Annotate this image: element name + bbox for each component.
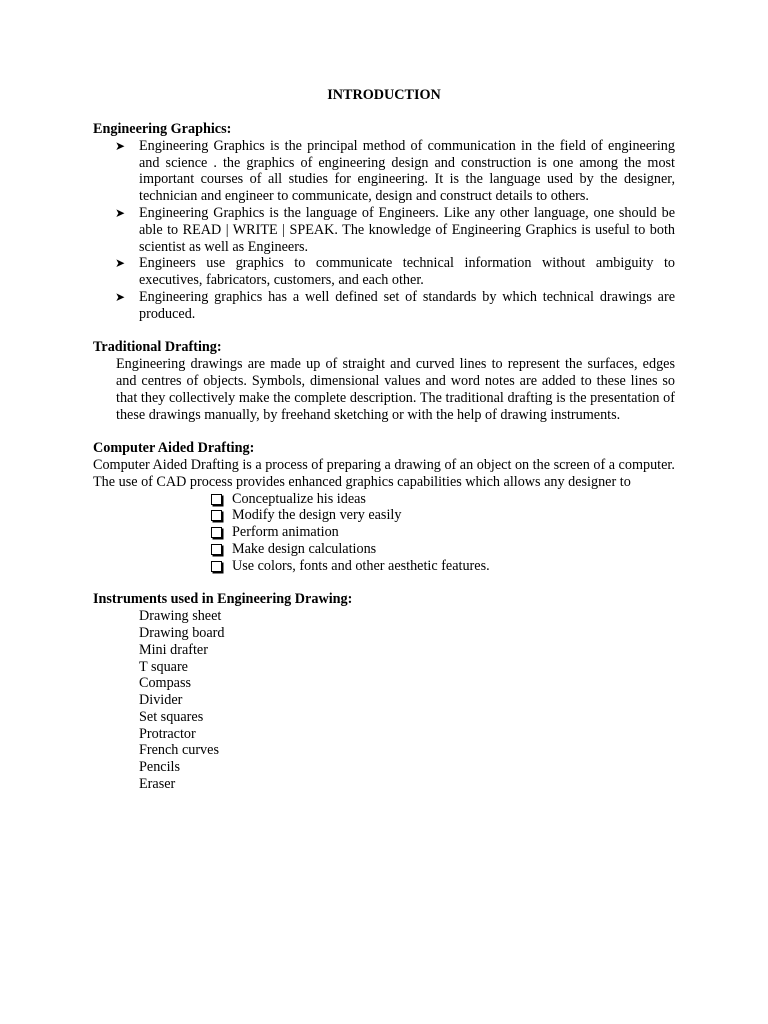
list-item-text: Engineers use graphics to communicate technical information without ambiguity to executives, fabricators, customers, and each other.: [139, 255, 675, 289]
list-item-text: Make design calculations: [232, 540, 377, 557]
list-item: [93, 138, 675, 205]
checkbox-bullet-icon: [211, 561, 222, 572]
checkbox-bullet-icon: [211, 544, 222, 555]
arrow-bullet-icon: ➤: [115, 138, 126, 153]
page-title: INTRODUCTION: [327, 87, 441, 103]
list-item: [93, 255, 675, 289]
cad-capabilities-list: [93, 491, 675, 575]
spacer: [93, 323, 675, 340]
list-item: Drawing sheet: [139, 608, 222, 625]
cad-paragraph-2: The use of CAD process provides enhanced graphics capabilities which allows any designer to: [93, 473, 631, 490]
list-item: Set squares: [139, 708, 204, 725]
list-item-text: Engineering Graphics is the language of Engineers. Like any other language, one should be able to READ | WRITE | SPEAK. The knowledge of Engineering Graphics is useful to both scientist as well as Engineers.: [139, 204, 675, 255]
spacer: [93, 423, 675, 440]
instruments-list: [93, 608, 675, 793]
list-item-text: Engineering graphics has a well defined set of standards by which technical drawings are produced.: [139, 288, 675, 322]
engineering-graphics-list: [93, 138, 675, 323]
list-item: Pencils: [139, 759, 180, 776]
list-item: [93, 205, 675, 255]
list-item: Compass: [139, 675, 192, 692]
list-item: [210, 558, 675, 575]
checkbox-bullet-icon: [211, 510, 222, 521]
spacer: [93, 575, 675, 592]
list-item: [93, 289, 675, 323]
list-item: [210, 541, 675, 558]
cad-paragraph-1: Computer Aided Drafting is a process of preparing a drawing of an object on the screen of a computer.: [93, 456, 675, 473]
checkbox-bullet-icon: [211, 494, 222, 505]
list-item-text: Perform animation: [232, 524, 339, 541]
list-item: [210, 491, 675, 508]
traditional-drafting-heading: Traditional Drafting:: [93, 339, 222, 356]
list-item-text: Conceptualize his ideas: [232, 490, 366, 507]
list-item: Eraser: [139, 776, 176, 793]
arrow-bullet-icon: ➤: [115, 256, 126, 271]
list-item-text: Use colors, fonts and other aesthetic features.: [232, 557, 490, 574]
list-item: Mini drafter: [139, 641, 208, 658]
arrow-bullet-icon: ➤: [115, 289, 126, 304]
traditional-drafting-text: Engineering drawings are made up of straight and curved lines to represent the surfaces, edges and centres of objects. Symbols, dimensional values and word notes are added to these lines so that they collectively make the complete description. The traditional drafting is the presentation of these drawings manually, by freehand sketching or with the help of drawing instruments.: [116, 356, 675, 423]
list-item: T square: [139, 658, 188, 675]
list-item: [210, 524, 675, 541]
list-item-text: Modify the design very easily: [232, 507, 402, 524]
list-item: French curves: [139, 742, 219, 759]
arrow-bullet-icon: ➤: [115, 205, 126, 220]
list-item: Protractor: [139, 725, 196, 742]
checkbox-bullet-icon: [211, 527, 222, 538]
engineering-graphics-heading: Engineering Graphics:: [93, 121, 232, 137]
list-item: [210, 507, 675, 524]
list-item-text: Engineering Graphics is the principal method of communication in the field of engineering and science . the graphics of engineering design and construction is one among the most important courses of all studies for engineering. It is the language used by the designer, technician and engineer to communicate, design and construct details to others.: [139, 137, 675, 205]
list-item: Drawing board: [139, 624, 225, 641]
cad-heading: Computer Aided Drafting:: [93, 440, 255, 457]
list-item: Divider: [139, 692, 183, 709]
document-page: [93, 87, 675, 793]
instruments-heading: Instruments used in Engineering Drawing:: [93, 591, 353, 608]
